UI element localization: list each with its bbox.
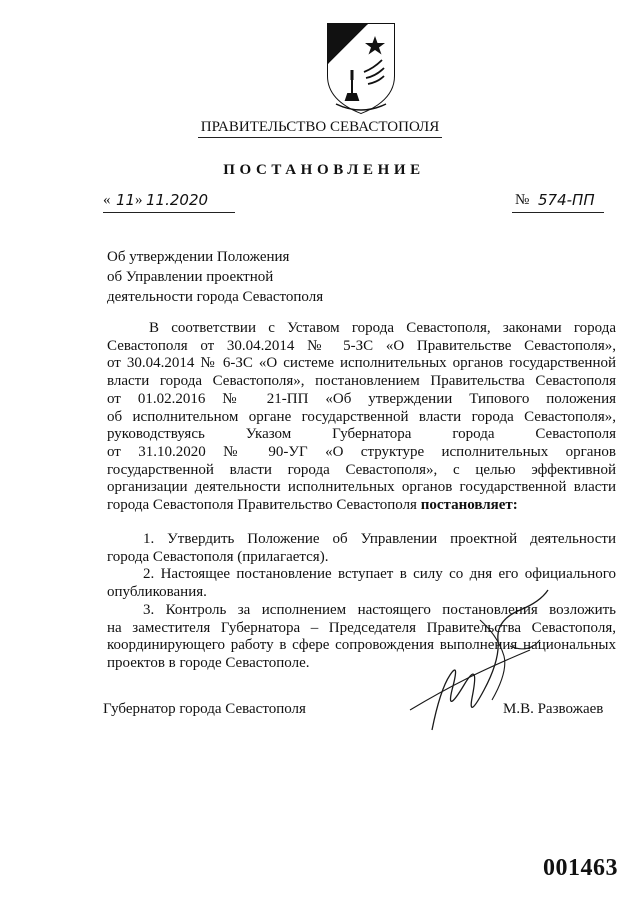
preamble-paragraph (107, 320, 616, 515)
item-line: 2. Настоящее постановление вступает в силу со дня его официального (143, 566, 616, 583)
preamble-line: организации деятельности исполнительных органов государственной власти (107, 479, 616, 496)
preamble-line: В соответствии с Уставом города Севастополя, законами города (149, 320, 616, 336)
preamble-line: Севастополя от 30.04.2014 № 5-ЗС «О Правительстве Севастополя», (107, 337, 616, 354)
decree-subject (107, 247, 323, 307)
preamble-line: власти города Севастополя», постановлением Правительства Севастополя (107, 373, 616, 390)
decree-number: 574-ПП (538, 191, 595, 209)
preamble-line: от 30.04.2014 № 6-ЗС «О системе исполнительных органов государственной (107, 355, 616, 372)
subject-line: об Управлении проектной (107, 269, 274, 285)
government-name: ПРАВИТЕЛЬСТВО СЕВАСТОПОЛЯ (0, 119, 640, 138)
date-month-year: 11.2020 (146, 191, 209, 209)
signatory-name: М.В. Развожаев (503, 701, 604, 717)
signatory-title: Губернатор города Севастополя (103, 701, 306, 717)
preamble-last-line (107, 497, 616, 515)
preamble-line: города Севастополя Правительство Севастополя (107, 497, 417, 514)
sevastopol-coat-of-arms (322, 20, 400, 116)
item-line: на заместителя Губернатора – Председателя Правительства Севастополя, (107, 619, 616, 636)
subject-line: Об утверждении Положения (107, 249, 290, 265)
date-day: 11 (116, 191, 136, 209)
item-line: опубликования. (107, 584, 207, 601)
preamble-line: от 31.10.2020 № 90-УГ «О структуре исполнительных органов (107, 443, 616, 460)
document-type: ПОСТАНОВЛЕНИЕ (223, 162, 425, 178)
serial-number: 001463 (543, 855, 618, 881)
number-sign: № (515, 192, 530, 208)
preamble-line: государственной власти города Севастополя», с целью эффективной (107, 461, 616, 478)
preamble-line: от 01.02.2016 № 21-ПП «Об утверждении Типового положения (107, 390, 616, 407)
date-open-quote: « (103, 192, 111, 208)
preamble-line: об исполнительном органе государственной власти города Севастополя», (107, 408, 616, 425)
date-close-quote: » (135, 192, 143, 208)
item-line: 1. Утвердить Положение об Управлении проектной деятельности (143, 531, 616, 547)
subject-line: деятельности города Севастополя (107, 289, 324, 305)
item-line: проектов в городе Севастополе. (107, 654, 310, 671)
preamble-line: руководствуясь Указом Губернатора города Севастополя (107, 426, 616, 443)
item-line: города Севастополя (прилагается). (107, 548, 329, 565)
decree-word: постановляет: (420, 497, 518, 514)
item-line: координирующего работу в сфере сопровождения выполнения национальных (107, 637, 616, 654)
item-line: 3. Контроль за исполнением настоящего постановления возложить (143, 601, 616, 618)
